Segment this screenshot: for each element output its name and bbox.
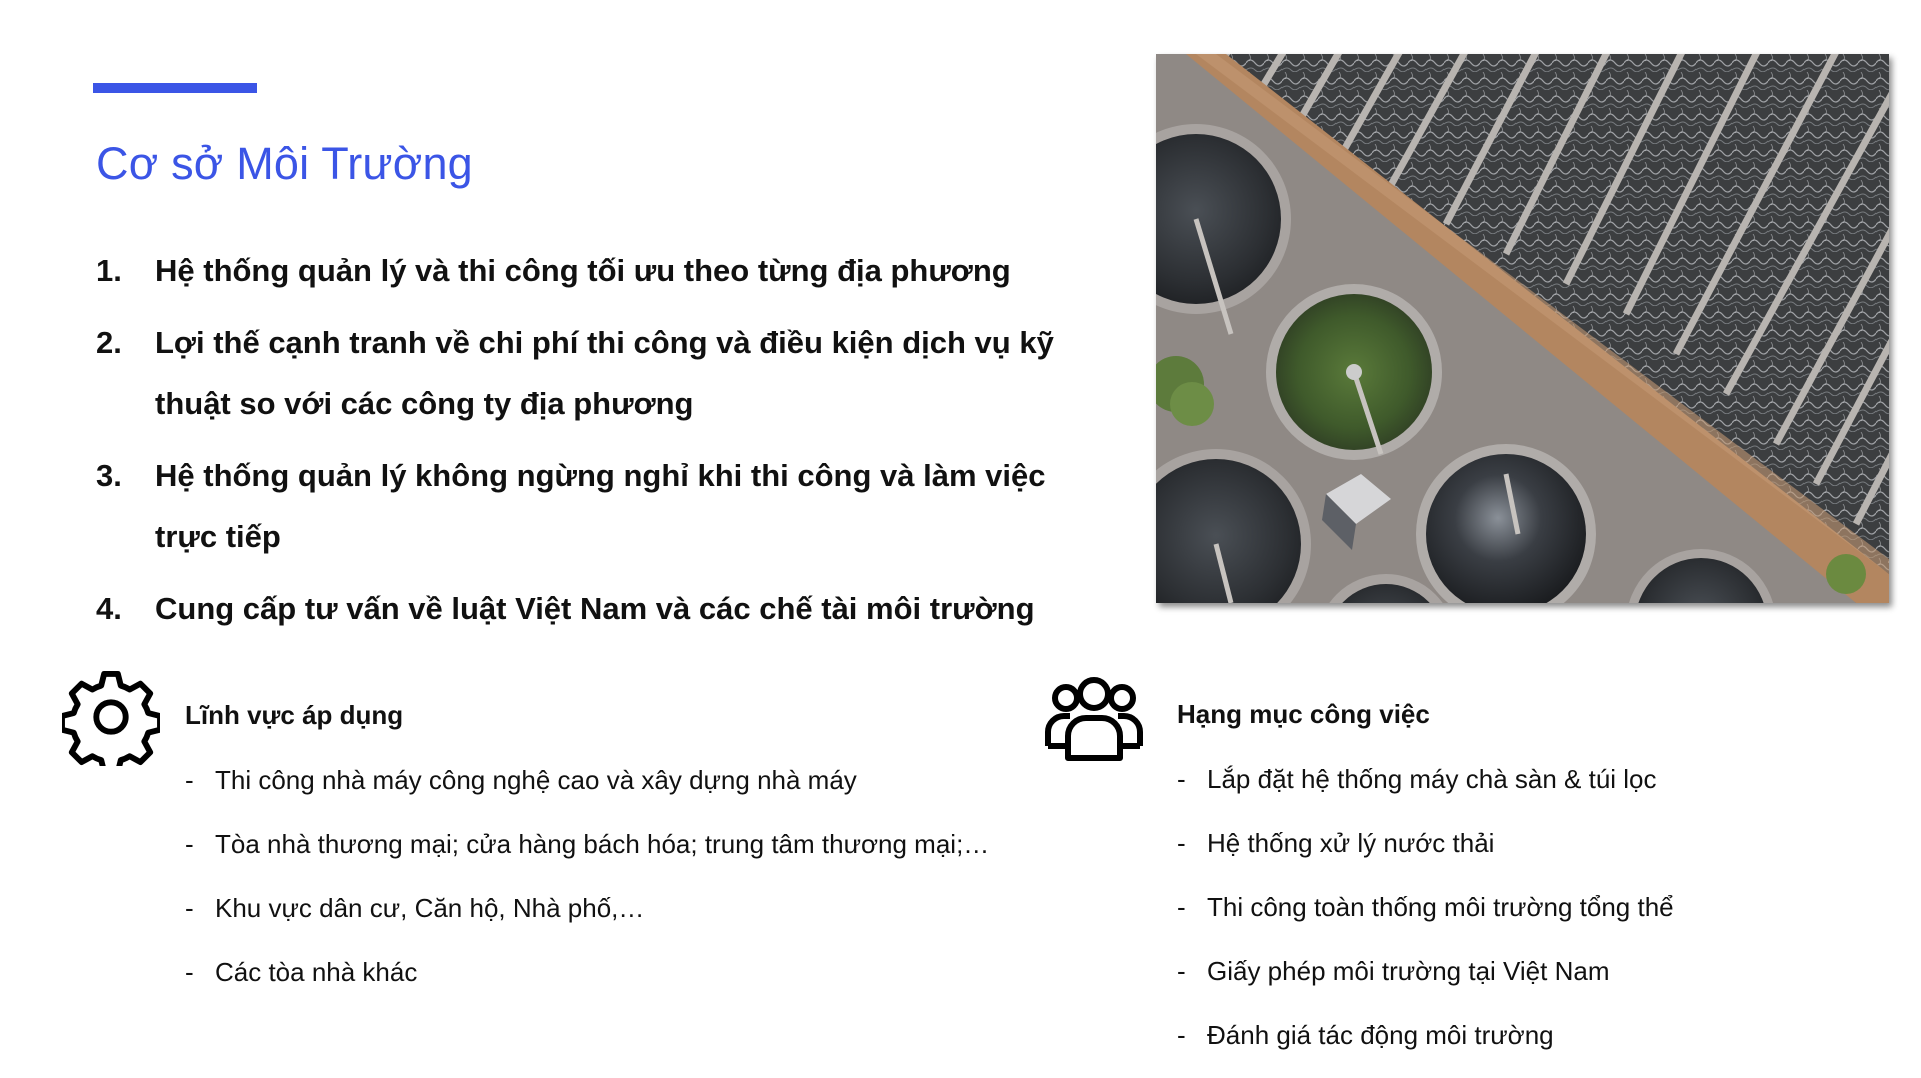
list-item xyxy=(96,312,1056,434)
bullet-dash: - xyxy=(1177,956,1186,986)
main-numbered-list xyxy=(96,240,1056,650)
bullet-dash: - xyxy=(1177,764,1186,794)
people-group-icon xyxy=(1044,676,1144,767)
list-item xyxy=(1177,828,1674,892)
list-item-text: Tòa nhà thương mại; cửa hàng bách hóa; trung tâm thương mại;… xyxy=(215,829,990,859)
list-item xyxy=(96,445,1056,567)
fields-section-title: Lĩnh vực áp dụng xyxy=(185,700,404,730)
list-item xyxy=(185,957,989,1021)
list-item-text: Thi công toàn thống môi trường tổng thể xyxy=(1207,892,1674,922)
list-item-text: Lợi thế cạnh tranh về chi phí thi công và điều kiện dịch vụ kỹ thuật so với các công ty địa phương xyxy=(155,325,1054,421)
list-item-text: Hệ thống quản lý không ngừng nghỉ khi thi công và làm việc trực tiếp xyxy=(155,458,1046,554)
list-item xyxy=(185,893,989,957)
bullet-dash: - xyxy=(185,893,194,923)
list-item-text: Cung cấp tư vấn về luật Việt Nam và các chế tài môi trường xyxy=(155,591,1035,626)
work-section-title: Hạng mục công việc xyxy=(1177,699,1430,729)
list-item-text: Các tòa nhà khác xyxy=(215,957,418,987)
list-item xyxy=(1177,1020,1674,1078)
list-item-text: Thi công nhà máy công nghệ cao và xây dựng nhà máy xyxy=(215,765,857,795)
wastewater-plant-photo xyxy=(1156,54,1889,603)
list-item xyxy=(1177,892,1674,956)
bullet-dash: - xyxy=(185,765,194,795)
list-item-number: 3. xyxy=(96,458,122,493)
list-item-text: Giấy phép môi trường tại Việt Nam xyxy=(1207,956,1610,986)
list-item xyxy=(185,829,989,893)
list-item xyxy=(1177,764,1674,828)
list-item-text: Hệ thống quản lý và thi công tối ưu theo từng địa phương xyxy=(155,253,1011,288)
list-item-text: Hệ thống xử lý nước thải xyxy=(1207,828,1495,858)
work-list xyxy=(1177,764,1674,1078)
bullet-dash: - xyxy=(185,829,194,859)
fields-list xyxy=(185,765,989,1021)
list-item-text: Lắp đặt hệ thống máy chà sàn & túi lọc xyxy=(1207,764,1657,794)
title-accent-bar xyxy=(93,83,257,93)
page-title: Cơ sở Môi Trường xyxy=(96,138,473,189)
list-item-number: 1. xyxy=(96,253,122,288)
list-item xyxy=(1177,956,1674,1020)
list-item xyxy=(96,578,1056,639)
list-item-number: 2. xyxy=(96,325,122,360)
list-item-number: 4. xyxy=(96,591,122,626)
list-item xyxy=(185,765,989,829)
bullet-dash: - xyxy=(1177,828,1186,858)
list-item-text: Đánh giá tác động môi trường xyxy=(1207,1020,1554,1050)
gear-icon xyxy=(62,668,160,771)
bullet-dash: - xyxy=(185,957,194,987)
list-item-text: Khu vực dân cư, Căn hộ, Nhà phố,… xyxy=(215,893,645,923)
bullet-dash: - xyxy=(1177,892,1186,922)
list-item xyxy=(96,240,1056,301)
bullet-dash: - xyxy=(1177,1020,1186,1050)
